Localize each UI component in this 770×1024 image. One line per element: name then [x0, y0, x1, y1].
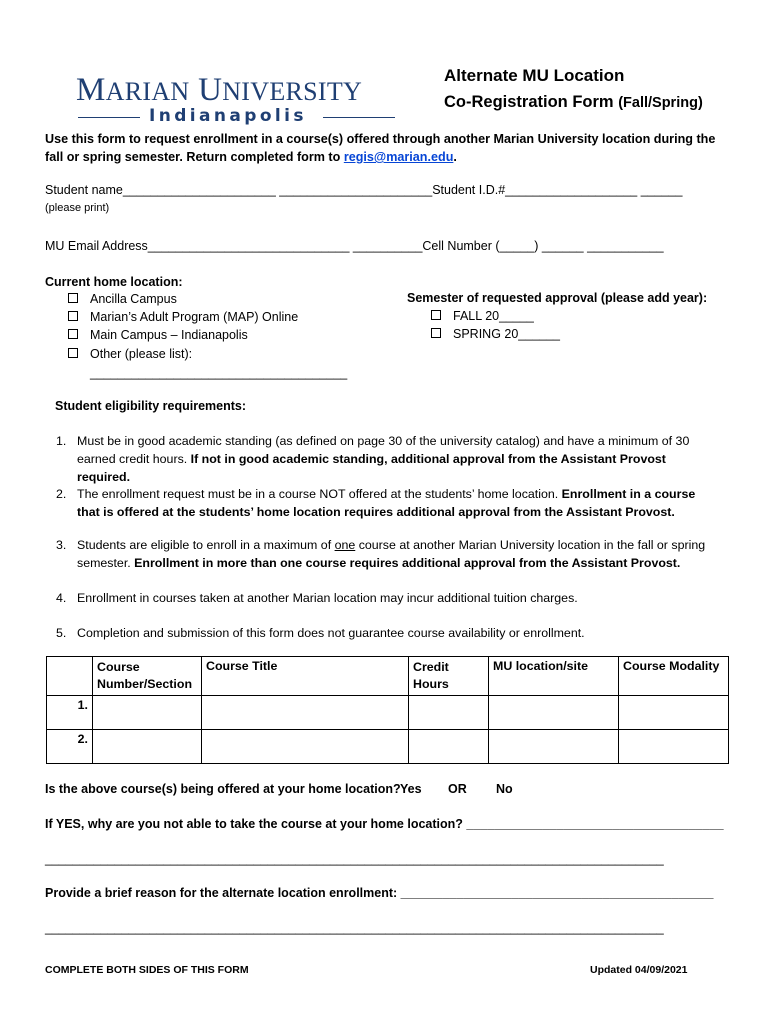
answer-or: OR: [448, 782, 467, 796]
requirement-1: 1. Must be in good academic standing (as defined on page 30 of the university catalog) and have a minimum of 30 earned credit hours. If not in good academic standing, additional approval from the Assistant Provost required.: [56, 434, 690, 484]
email-cell-field[interactable]: MU Email Address_____________________________ __________Cell Number (_____) ______ ___________: [45, 239, 664, 253]
answer-yes[interactable]: Yes: [400, 782, 422, 796]
cell-input[interactable]: [93, 696, 202, 730]
cell-input[interactable]: [409, 730, 489, 764]
intro-text: Use this form to request enrollment in a course(s) offered through another Marian University location during the fall or spring semester. Return completed form to regis@marian.edu.: [45, 132, 716, 164]
home-option-ancilla[interactable]: Ancilla Campus: [68, 292, 177, 306]
checkbox[interactable]: [431, 328, 441, 338]
footer-note: COMPLETE BOTH SIDES OF THIS FORM: [45, 964, 249, 976]
student-name-id-field[interactable]: Student name______________________ ______________________Student I.D.#___________________ ______: [45, 183, 683, 197]
checkbox[interactable]: [68, 329, 78, 339]
requirement-2: 2. The enrollment request must be in a course NOT offered at the students’ home location. Enrollment in a course that is offered at the students’ home location requires additional approval from the Assistant Provost.: [56, 487, 696, 519]
requirement-5: 5. Completion and submission of this form does not guarantee course availability or enrollment.: [56, 626, 585, 640]
header-course-title: Course Title: [202, 657, 409, 696]
home-option-main[interactable]: Main Campus – Indianapolis: [68, 328, 248, 342]
header-course-number: Course Number/Section: [93, 657, 202, 696]
row-number: 1.: [47, 696, 93, 730]
form-title-line1: Alternate MU Location: [444, 66, 625, 85]
cell-input[interactable]: [619, 696, 729, 730]
cell-input[interactable]: [489, 730, 619, 764]
cell-input[interactable]: [202, 730, 409, 764]
home-location-label: Current home location:: [45, 275, 183, 289]
cell-input[interactable]: [619, 730, 729, 764]
table-header-row: [47, 657, 729, 696]
why-not-question[interactable]: If YES, why are you not able to take the course at your home location? _____________________________________: [45, 817, 724, 831]
table-header-blank: [47, 657, 93, 696]
home-option-other[interactable]: Other (please list):: [68, 347, 192, 361]
checkbox[interactable]: [431, 310, 441, 320]
eligibility-heading: Student eligibility requirements:: [55, 399, 246, 413]
cell-input[interactable]: [93, 730, 202, 764]
semester-option-spring[interactable]: SPRING 20______: [431, 327, 560, 341]
logo-rule-right: [323, 117, 395, 118]
semester-label: Semester of requested approval (please add year):: [407, 291, 708, 305]
reason-question[interactable]: Provide a brief reason for the alternate location enrollment: _____________________________________________: [45, 886, 714, 900]
semester-option-fall[interactable]: FALL 20_____: [431, 309, 534, 323]
checkbox[interactable]: [68, 348, 78, 358]
header-location: MU location/site: [489, 657, 619, 696]
logo-city: Indianapolis: [149, 106, 307, 126]
answer-line[interactable]: _________________________________________________________________________________________: [45, 852, 664, 866]
cell-input[interactable]: [409, 696, 489, 730]
logo-rule-left: [78, 117, 140, 118]
header-credit-hours: Credit Hours: [409, 657, 489, 696]
requirement-4: 4. Enrollment in courses taken at another Marian location may incur additional tuition charges.: [56, 591, 578, 605]
row-number: 2.: [47, 730, 93, 764]
answer-line[interactable]: _________________________________________________________________________________________: [45, 921, 664, 935]
offered-question: Is the above course(s) being offered at your home location?: [45, 782, 401, 796]
updated-date: Updated 04/09/2021: [590, 964, 688, 976]
form-title-line2: Co-Registration Form (Fall/Spring): [444, 93, 703, 111]
home-option-map[interactable]: Marian’s Adult Program (MAP) Online: [68, 310, 298, 324]
table-row: [47, 696, 729, 730]
cell-input[interactable]: [202, 696, 409, 730]
other-location-line[interactable]: _____________________________________: [90, 366, 348, 380]
cell-input[interactable]: [489, 696, 619, 730]
registrar-email-link[interactable]: regis@marian.edu: [343, 150, 454, 164]
checkbox[interactable]: [68, 293, 78, 303]
answer-no[interactable]: No: [496, 782, 513, 796]
header-modality: Course Modality: [619, 657, 729, 696]
requirement-3: 3. Students are eligible to enroll in a maximum of one course at another Marian University location in the fall or spring semester. Enrollment in more than one course requires additional approval from the Assistant Provost.: [56, 538, 706, 570]
table-row: [47, 730, 729, 764]
please-print-note: (please print): [45, 202, 110, 214]
university-logo: MARIAN UNIVERSITY: [76, 72, 363, 108]
course-table: [46, 656, 729, 764]
checkbox[interactable]: [68, 311, 78, 321]
